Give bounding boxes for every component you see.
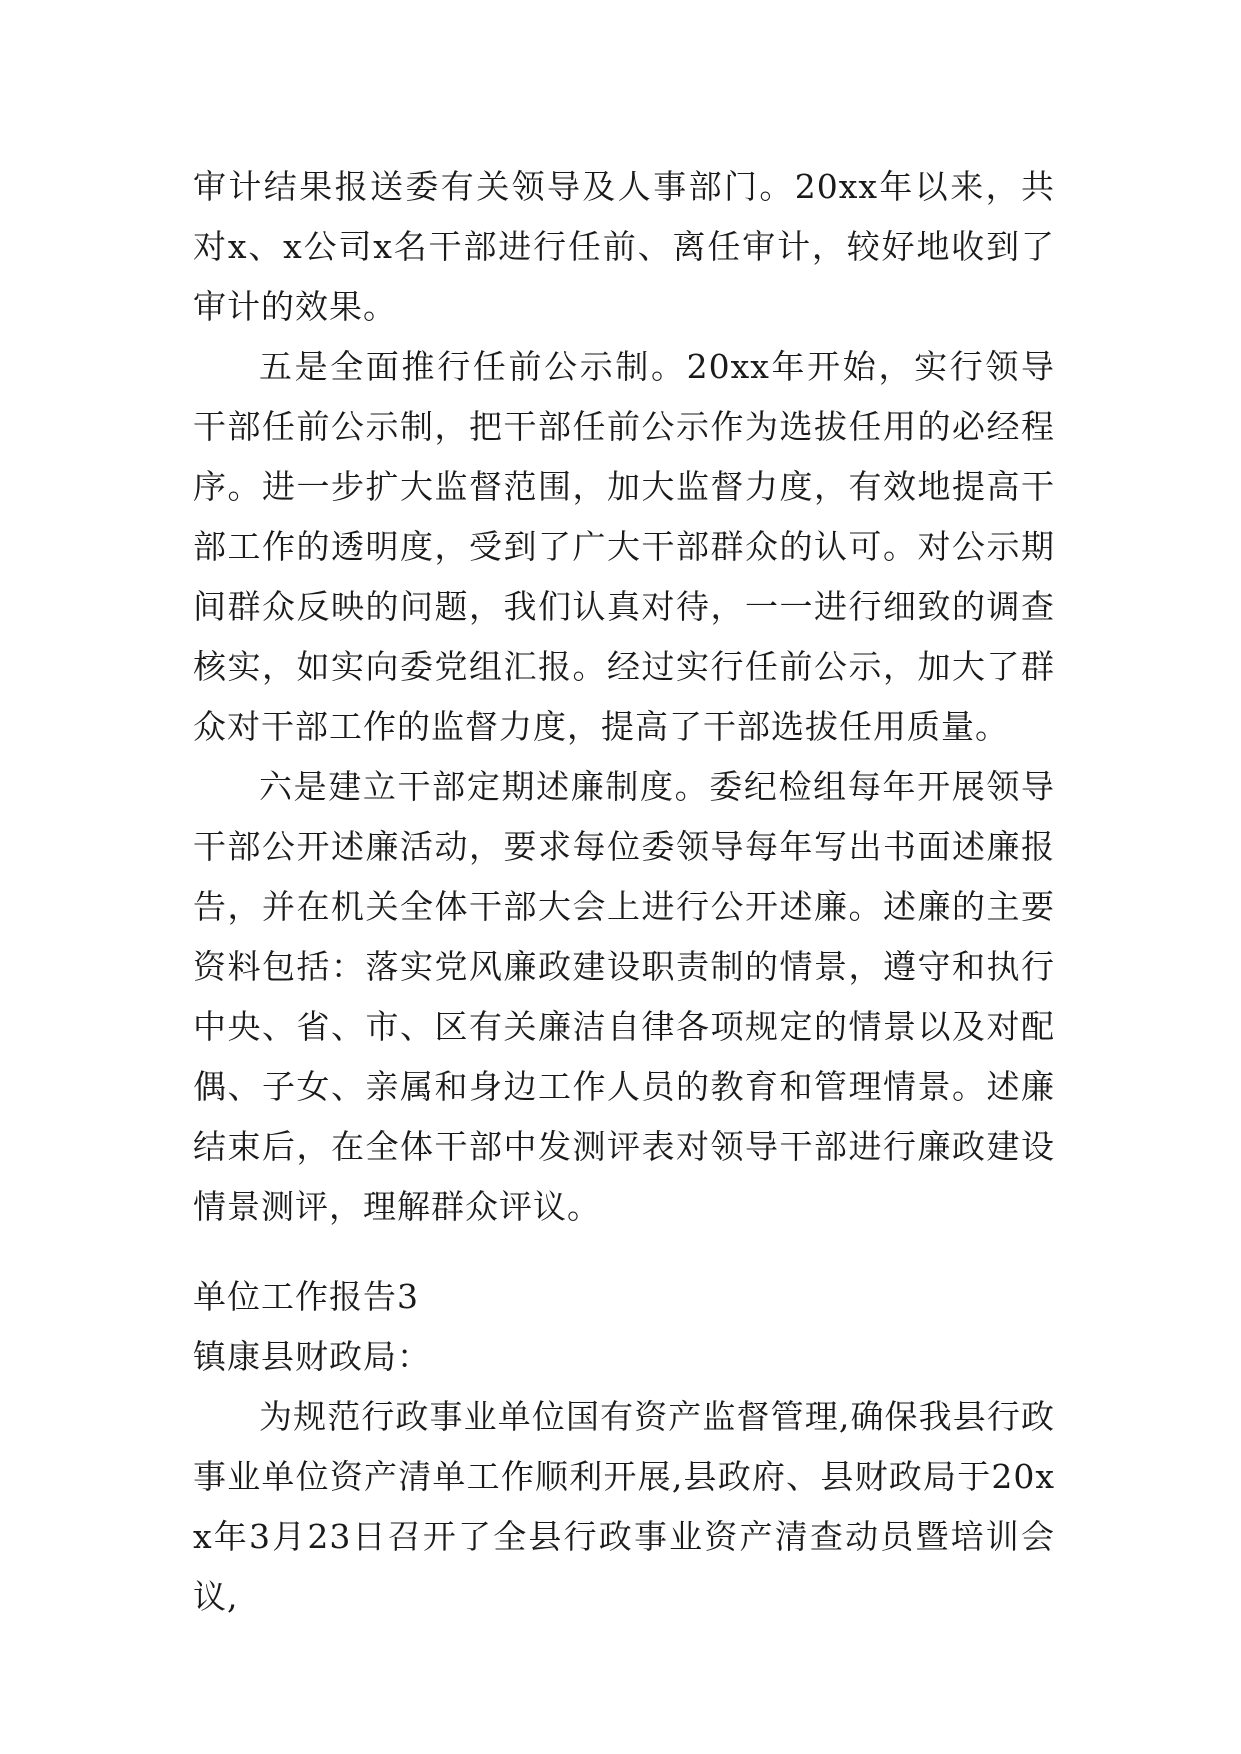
paragraph-asset-inventory: 为规范行政事业单位国有资产监督管理,确保我县行政事业单位资产清单工作顺利开展,县政府、县财政局于20xx年3月23日召开了全县行政事业资产清查动员暨培训会议, bbox=[193, 1397, 1055, 1616]
paragraph-integrity-report-system: 六是建立干部定期述廉制度。委纪检组每年开展领导干部公开述廉活动，要求每位委领导每年写出书面述廉报告，并在机关全体干部大会上进行公开述廉。述廉的主要资料包括：落实党风廉政建设职责制的情景，遵守和执行中央、省、市、区有关廉洁自律各项规定的情景以及对配偶、子女、亲属和身边工作人员的教育和管理情景。述廉结束后，在全体干部中发测评表对领导干部进行廉政建设情景测评，理解群众评议。 bbox=[193, 767, 1055, 1226]
salutation: 镇康县财政局： bbox=[193, 1337, 431, 1376]
section-title: 单位工作报告3 bbox=[193, 1277, 419, 1316]
paragraph-pre-appointment-publicity: 五是全面推行任前公示制。20xx年开始，实行领导干部任前公示制，把干部任前公示作为选拔任用的必经程序。进一步扩大监督范围，加大监督力度，有效地提高干部工作的透明度，受到了广大干部群众的认可。对公示期间群众反映的问题，我们认真对待，一一进行细致的调查核实，如实向委党组汇报。经过实行任前公示，加大了群众对干部工作的监督力度，提高了干部选拔任用质量。 bbox=[193, 347, 1055, 746]
paragraph-audit-results: 审计结果报送委有关领导及人事部门。20xx年以来，共对x、x公司x名干部进行任前、离任审计，较好地收到了审计的效果。 bbox=[193, 167, 1055, 326]
